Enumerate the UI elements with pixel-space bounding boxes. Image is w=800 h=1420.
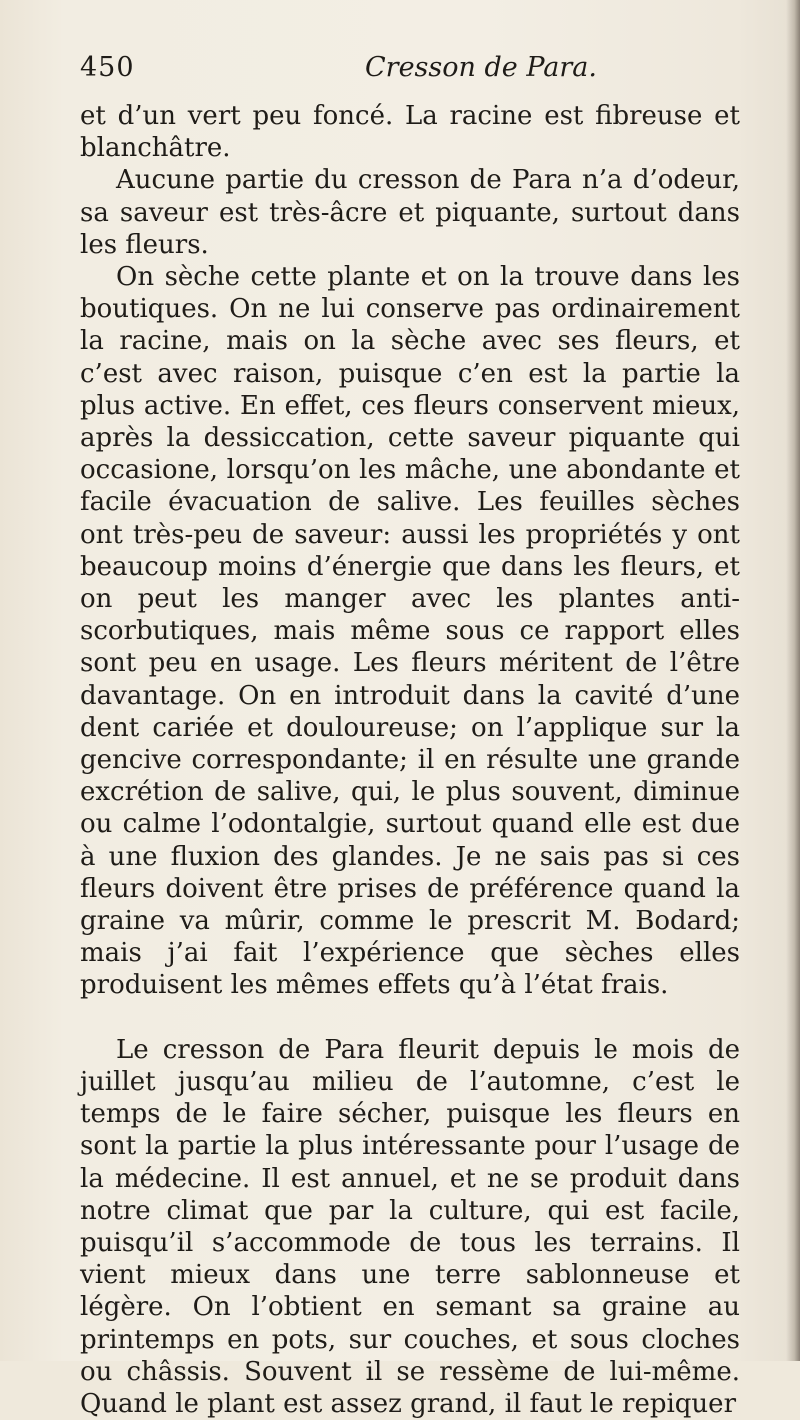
paragraph-drying: On sèche cette plante et on la trouve dans les boutiques. On ne lui conserve pas ordinairement la racine, mais on la sèche avec ses fleurs, et c’est avec raison, puisque c’en est la partie la plus active. En effet, ces fleurs conservent mieux, après la dessiccation, cette saveur piquante qui occasione, lorsqu’on les mâche, une abondante et facile évacuation de salive. Les feuilles sèches ont très-peu de saveur: aussi les propriétés y ont beaucoup moins d’énergie que dans les fleurs, et on peut les manger avec les plantes anti-scorbutiques, mais même sous ce rapport elles sont peu en usage. Les fleurs méritent de l’être davantage. On en introduit dans la cavité d’une dent cariée et douloureuse; on l’applique sur la gencive correspondante; il en résulte une grande excrétion de salive, qui, le plus souvent, diminue ou calme l’odontalgie, surtout quand elle est due à une fluxion des glandes. Je ne sais pas si ces fleurs doivent être prises de préférence quand la graine va mûrir, comme le prescrit M. Bodard; mais j’ai fait l’expérience que sèches elles produisent les mêmes effets qu’à l’état frais. — [80, 262, 740, 1001]
running-title: Cresson de Para. — [365, 52, 597, 83]
page-number: 450 — [80, 52, 135, 83]
page-body — [80, 100, 740, 1420]
paragraph-continuation: et d’un vert peu foncé. La racine est fibreuse et blanchâtre. — [80, 101, 740, 164]
paragraph-odor: Aucune partie du cresson de Para n’a d’odeur, sa saveur est très-âcre et piquante, surtout dans les fleurs. — [80, 165, 740, 260]
page-header — [80, 52, 740, 92]
page-edge-shadow — [786, 0, 800, 1361]
paragraph-flowering: Le cresson de Para fleurit depuis le mois de juillet jusqu’au milieu de l’automne, c’est le temps de le faire sécher, puisque les fleurs en sont la partie la plus intéressante pour l’usage de la médecine. Il est annuel, et ne se produit dans notre climat que par la culture, qui est facile, puisqu’il s’accommode de tous les terrains. Il vient mieux dans une terre sablonneuse et légère. On l’obtient en semant sa graine au printemps en pots, sur couches, et sous cloches ou châssis. Souvent il se ressème de lui-même. Quand le plant est assez grand, il faut le repiquer — [80, 1034, 740, 1419]
